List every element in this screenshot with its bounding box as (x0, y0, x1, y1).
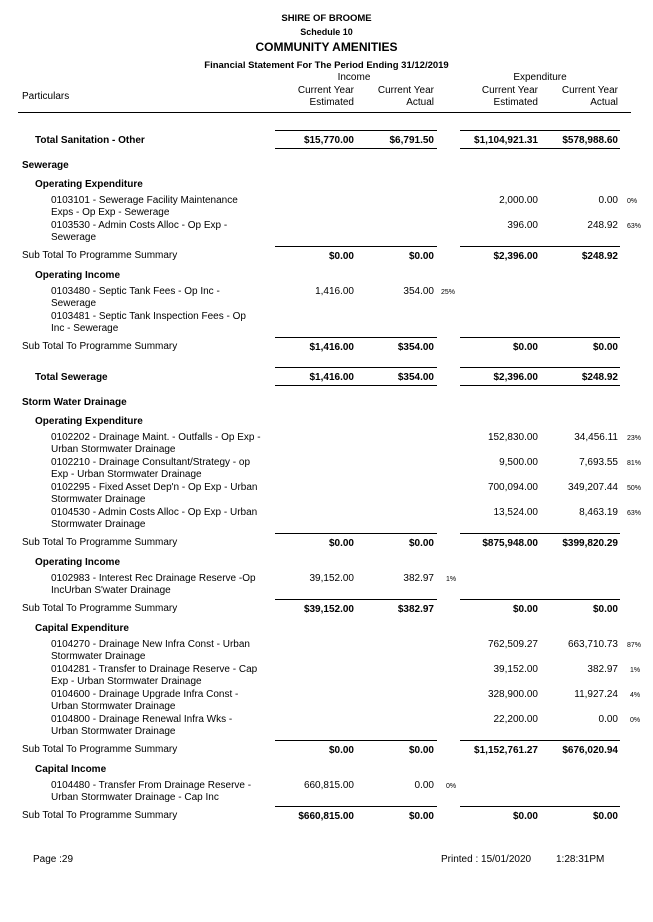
exp-act-value: 0.00 (598, 714, 618, 725)
subtotal-inc-act: $354.00 (397, 342, 434, 353)
percent-value: 63% (627, 223, 642, 230)
total-inc-est: $1,416.00 (309, 372, 354, 383)
total-line (275, 148, 437, 149)
percent-value: 87% (627, 642, 642, 649)
line-item-desc: 0103480 - Septic Tank Fees - Op Inc - Sewerage (51, 286, 220, 309)
group-heading: Capital Expenditure (35, 623, 129, 634)
subtotal-exp-est: $0.00 (512, 604, 538, 615)
subtotal-exp-est: $1,152,761.27 (474, 745, 538, 756)
subtotal-inc-est: $1,416.00 (309, 342, 354, 353)
percent-value: 0% (446, 783, 457, 790)
line-item-desc: 0104600 - Drainage Upgrade Infra Const - Urban Stormwater Drainage (51, 689, 239, 712)
total-inc-est: $15,770.00 (303, 135, 354, 146)
total-sanitation-label: Total Sanitation - Other (35, 135, 145, 146)
expenditure-header: Expenditure (513, 72, 567, 83)
subtotal-label: Sub Total To Programme Summary (22, 810, 178, 821)
subtotal-inc-act: $382.97 (397, 604, 434, 615)
exp-act-value: 7,693.55 (579, 457, 618, 468)
subtotal-line (275, 806, 437, 807)
exp-est-value: 13,524.00 (493, 507, 538, 518)
exp-est-value: 762,509.27 (487, 639, 538, 650)
statement-subtitle: Financial Statement For The Period Ending 31/12/2019 (204, 60, 449, 71)
line-item-desc: 0102295 - Fixed Asset Dep'n - Op Exp - Urban Stormwater Drainage (51, 482, 258, 505)
inc-est-value: 39,152.00 (309, 573, 354, 584)
exp-act-col-header: Current Year Actual (561, 85, 618, 108)
inc-est-col-header: Current Year Estimated (297, 85, 354, 108)
subtotal-exp-act: $399,820.29 (562, 538, 618, 549)
subtotal-inc-act: $0.00 (408, 538, 434, 549)
income-header: Income (337, 72, 371, 83)
line-item-desc: 0103481 - Septic Tank Inspection Fees - Op Inc - Sewerage (51, 311, 246, 334)
line-item-desc: 0104800 - Drainage Renewal Infra Wks - Urban Stormwater Drainage (51, 714, 233, 737)
subtotal-label: Sub Total To Programme Summary (22, 341, 178, 352)
exp-est-col-header: Current Year Estimated (481, 85, 538, 108)
subtotal-exp-est: $0.00 (512, 811, 538, 822)
group-heading: Operating Income (35, 557, 121, 568)
inc-est-value: 660,815.00 (303, 780, 354, 791)
page-number: Page :29 (33, 854, 74, 865)
total-exp-act: $248.92 (581, 372, 618, 383)
percent-value: 1% (630, 667, 641, 674)
total-line (275, 385, 437, 386)
inc-act-value: 0.00 (414, 780, 434, 791)
total-line (275, 367, 437, 368)
exp-est-value: 9,500.00 (499, 457, 538, 468)
percent-value: 63% (627, 510, 642, 517)
total-inc-act: $354.00 (397, 372, 434, 383)
percent-value: 4% (630, 692, 641, 699)
exp-act-value: 382.97 (587, 664, 618, 675)
printed-date: Printed : 15/01/2020 (441, 854, 532, 865)
total-line (460, 148, 620, 149)
subtotal-line (460, 533, 620, 534)
total-line (460, 385, 620, 386)
total-line (460, 130, 620, 131)
subtotal-exp-est: $2,396.00 (493, 251, 538, 262)
line-item-desc: 0102210 - Drainage Consultant/Strategy - op Exp - Urban Stormwater Drainage (51, 457, 251, 480)
subtotal-line (460, 599, 620, 600)
percent-value: 1% (446, 576, 457, 583)
exp-act-value: 11,927.24 (574, 689, 618, 700)
percent-value: 50% (627, 485, 642, 492)
group-heading: Operating Income (35, 270, 121, 281)
subtotal-line (460, 740, 620, 741)
line-item-desc: 0103101 - Sewerage Facility Maintenance Exps - Op Exp - Sewerage (51, 195, 238, 218)
subtotal-exp-act: $248.92 (581, 251, 618, 262)
exp-est-value: 700,094.00 (487, 482, 538, 493)
group-heading: Operating Expenditure (35, 179, 143, 190)
group-heading: Operating Expenditure (35, 416, 143, 427)
percent-value: 23% (627, 435, 642, 442)
subtotal-inc-act: $0.00 (408, 811, 434, 822)
schedule-label: Schedule 10 (300, 27, 353, 37)
subtotal-line (275, 740, 437, 741)
subtotal-exp-act: $0.00 (592, 604, 618, 615)
exp-est-value: 152,830.00 (487, 432, 538, 443)
percent-value: 0% (630, 717, 641, 724)
percent-value: 0% (627, 198, 638, 205)
subtotal-exp-est: $875,948.00 (482, 538, 538, 549)
exp-act-value: 0.00 (598, 195, 618, 206)
section-heading: Sewerage (22, 160, 69, 171)
total-exp-act: $578,988.60 (562, 135, 618, 146)
subtotal-exp-act: $0.00 (592, 342, 618, 353)
exp-act-value: 8,463.19 (579, 507, 618, 518)
total-inc-act: $6,791.50 (389, 135, 434, 146)
line-item-desc: 0104270 - Drainage New Infra Const - Urban Stormwater Drainage (51, 639, 250, 662)
exp-est-value: 39,152.00 (493, 664, 538, 675)
org-name: SHIRE OF BROOME (281, 13, 372, 24)
exp-act-value: 34,456.11 (574, 432, 618, 443)
subtotal-line (275, 599, 437, 600)
exp-est-value: 396.00 (507, 220, 538, 231)
line-item-desc: 0102983 - Interest Rec Drainage Reserve -Op IncUrban S'water Drainage (51, 573, 256, 596)
inc-act-value: 354.00 (403, 286, 434, 297)
total-exp-est: $2,396.00 (493, 372, 538, 383)
subtotal-line (275, 246, 437, 247)
total-line (460, 367, 620, 368)
section-heading: Storm Water Drainage (22, 397, 127, 408)
line-item-desc: 0104480 - Transfer From Drainage Reserve - Urban Stormwater Drainage - Cap Inc (51, 780, 252, 803)
percent-value: 81% (627, 460, 642, 467)
exp-act-value: 663,710.73 (567, 639, 618, 650)
subtotal-line (460, 806, 620, 807)
exp-est-value: 2,000.00 (499, 195, 538, 206)
subtotal-line (275, 533, 437, 534)
particulars-header: Particulars (22, 91, 70, 102)
subtotal-inc-act: $0.00 (408, 251, 434, 262)
total-sewerage-label: Total Sewerage (35, 372, 108, 383)
inc-est-value: 1,416.00 (315, 286, 354, 297)
subtotal-exp-act: $0.00 (592, 811, 618, 822)
subtotal-exp-act: $676,020.94 (562, 745, 618, 756)
line-item-desc: 0104281 - Transfer to Drainage Reserve - Cap Exp - Urban Stormwater Drainage (51, 664, 258, 687)
line-item-desc: 0102202 - Drainage Maint. - Outfalls - Op Exp - Urban Stormwater Drainage (51, 432, 261, 455)
total-line (275, 130, 437, 131)
percent-value: 25% (441, 289, 456, 296)
subtotal-label: Sub Total To Programme Summary (22, 744, 178, 755)
subtotal-line (275, 337, 437, 338)
exp-act-value: 349,207.44 (567, 482, 618, 493)
subtotal-inc-est: $0.00 (328, 251, 354, 262)
exp-est-value: 328,900.00 (487, 689, 538, 700)
subtotal-label: Sub Total To Programme Summary (22, 537, 178, 548)
subtotal-label: Sub Total To Programme Summary (22, 603, 178, 614)
subtotal-label: Sub Total To Programme Summary (22, 250, 178, 261)
exp-est-value: 22,200.00 (493, 714, 538, 725)
exp-act-value: 248.92 (587, 220, 618, 231)
header-divider (18, 112, 631, 113)
group-heading: Capital Income (35, 764, 107, 775)
line-item-desc: 0103530 - Admin Costs Alloc - Op Exp - Sewerage (51, 220, 228, 243)
total-exp-est: $1,104,921.31 (474, 135, 538, 146)
subtotal-line (460, 246, 620, 247)
line-item-desc: 0104530 - Admin Costs Alloc - Op Exp - Urban Stormwater Drainage (51, 507, 258, 530)
inc-act-value: 382.97 (403, 573, 434, 584)
subtotal-inc-est: $0.00 (328, 538, 354, 549)
inc-act-col-header: Current Year Actual (377, 85, 434, 108)
subtotal-line (460, 337, 620, 338)
subtotal-inc-est: $39,152.00 (303, 604, 354, 615)
page-title: COMMUNITY AMENITIES (255, 40, 398, 54)
subtotal-exp-est: $0.00 (512, 342, 538, 353)
subtotal-inc-est: $660,815.00 (298, 811, 354, 822)
subtotal-inc-act: $0.00 (408, 745, 434, 756)
printed-time: 1:28:31PM (556, 854, 605, 865)
subtotal-inc-est: $0.00 (328, 745, 354, 756)
